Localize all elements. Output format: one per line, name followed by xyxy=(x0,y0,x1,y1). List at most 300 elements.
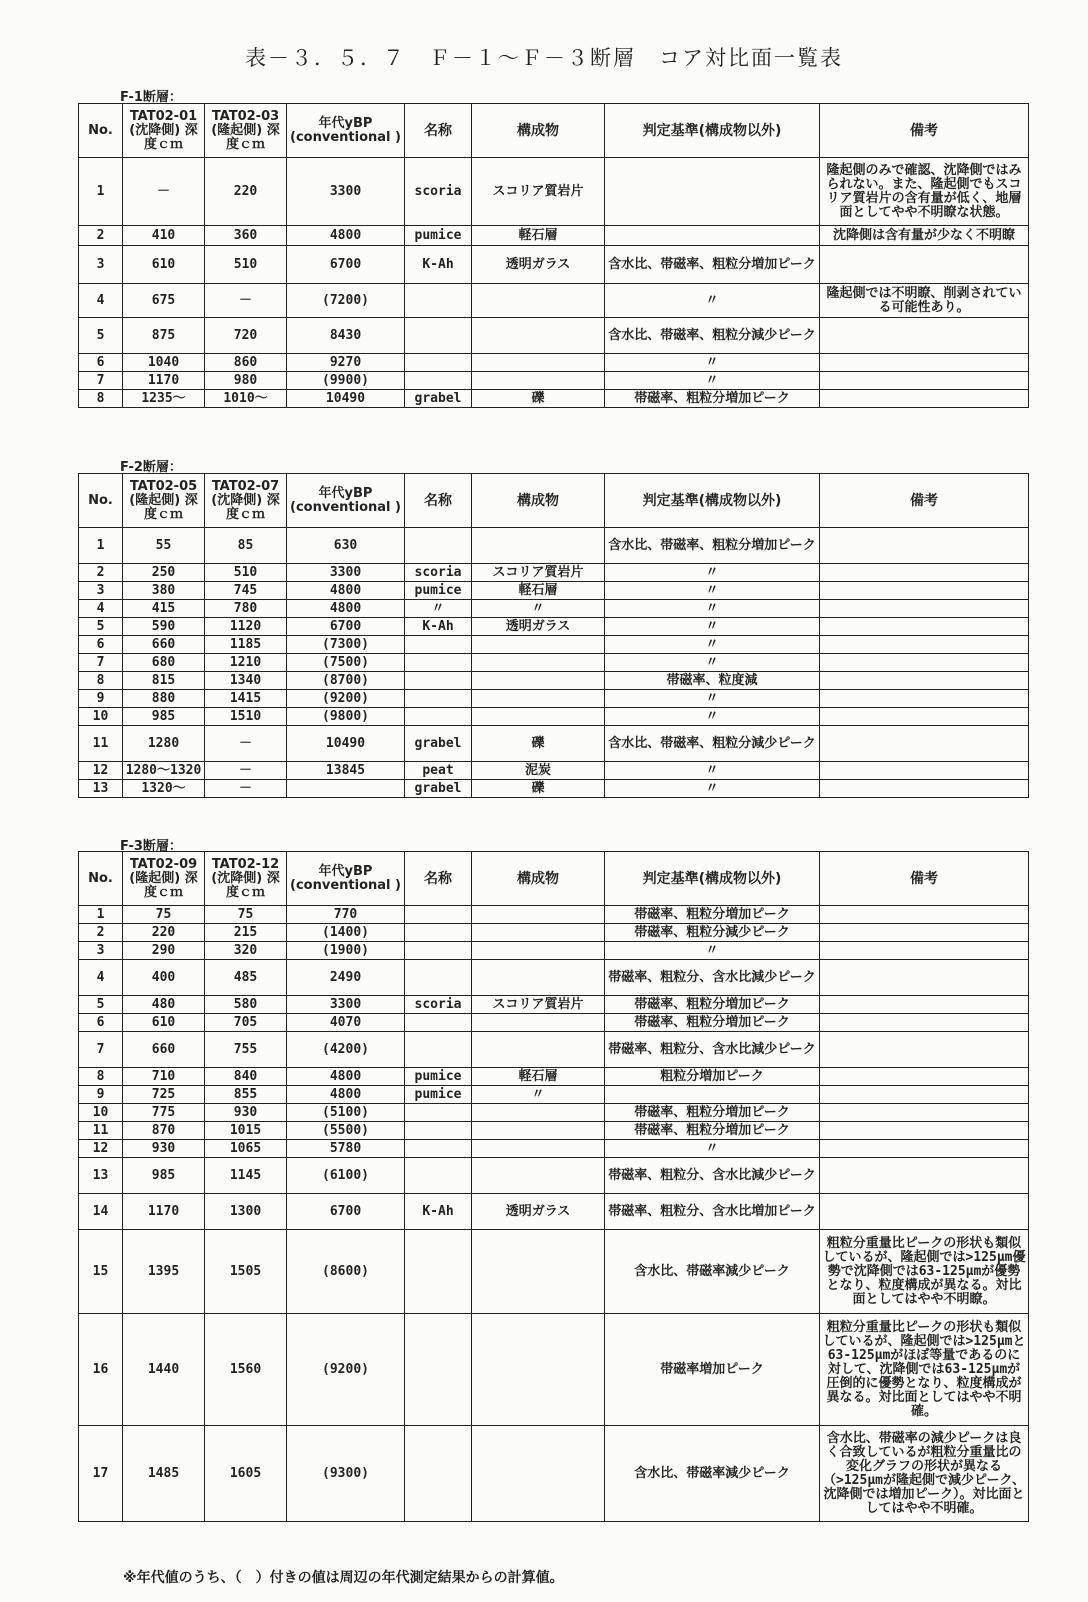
cell-no: 3 xyxy=(79,582,123,600)
cell-depth-b: 930 xyxy=(205,1104,287,1122)
cell-criteria: 〃 xyxy=(605,690,820,708)
table-row xyxy=(79,226,1029,246)
cell-age: 9270 xyxy=(287,354,405,372)
cell-constituent xyxy=(472,372,605,390)
cell-age xyxy=(287,780,405,798)
cell-age: 3300 xyxy=(287,996,405,1014)
cell-depth-b: 580 xyxy=(205,996,287,1014)
cell-no: 10 xyxy=(79,1104,123,1122)
cell-name xyxy=(405,372,472,390)
cell-constituent xyxy=(472,1140,605,1158)
cell-criteria: 〃 xyxy=(605,780,820,798)
cell-constituent: 軽石層 xyxy=(472,226,605,246)
header-depth-a: TAT02-05 (隆起側) 深度ｃｍ xyxy=(123,474,205,528)
cell-criteria xyxy=(605,1086,820,1104)
cell-no: 7 xyxy=(79,654,123,672)
cell-name xyxy=(405,528,472,564)
cell-remarks xyxy=(820,672,1029,690)
cell-depth-b: 1185 xyxy=(205,636,287,654)
cell-no: 2 xyxy=(79,924,123,942)
cell-criteria: 帯磁率、粗粒分増加ピーク xyxy=(605,390,820,408)
cell-depth-a: 1485 xyxy=(123,1426,205,1522)
header-name: 名称 xyxy=(405,474,472,528)
cell-criteria: 帯磁率、粗粒分増加ピーク xyxy=(605,1122,820,1140)
cell-depth-b: － xyxy=(205,726,287,762)
header-criteria: 判定基準(構成物以外) xyxy=(605,104,820,158)
cell-criteria: 〃 xyxy=(605,654,820,672)
table-row xyxy=(79,158,1029,226)
table-row xyxy=(79,924,1029,942)
cell-depth-a: 815 xyxy=(123,672,205,690)
cell-depth-a: 875 xyxy=(123,318,205,354)
cell-age: 8430 xyxy=(287,318,405,354)
cell-no: 4 xyxy=(79,284,123,318)
cell-depth-a: 1170 xyxy=(123,372,205,390)
cell-remarks xyxy=(820,906,1029,924)
cell-name: scoria xyxy=(405,996,472,1014)
cell-criteria: 帯磁率、粗粒分、含水比増加ピーク xyxy=(605,1194,820,1230)
cell-depth-a: 75 xyxy=(123,906,205,924)
cell-age: (6100) xyxy=(287,1158,405,1194)
cell-depth-a: 400 xyxy=(123,960,205,996)
cell-criteria: 含水比、帯磁率減少ピーク xyxy=(605,1230,820,1314)
cell-depth-a: 590 xyxy=(123,618,205,636)
cell-no: 1 xyxy=(79,158,123,226)
cell-depth-b: 1145 xyxy=(205,1158,287,1194)
cell-constituent xyxy=(472,1158,605,1194)
cell-criteria: 〃 xyxy=(605,636,820,654)
table-header-row xyxy=(79,474,1029,528)
cell-no: 1 xyxy=(79,906,123,924)
table-row xyxy=(79,318,1029,354)
header-name: 名称 xyxy=(405,104,472,158)
cell-depth-a: 220 xyxy=(123,924,205,942)
cell-constituent xyxy=(472,528,605,564)
cell-name xyxy=(405,1104,472,1122)
cell-depth-b: 720 xyxy=(205,318,287,354)
table-row xyxy=(79,284,1029,318)
cell-age: 4070 xyxy=(287,1014,405,1032)
cell-constituent xyxy=(472,690,605,708)
cell-depth-a: 55 xyxy=(123,528,205,564)
cell-remarks xyxy=(820,1086,1029,1104)
cell-constituent xyxy=(472,906,605,924)
cell-no: 17 xyxy=(79,1426,123,1522)
cell-name xyxy=(405,924,472,942)
table-row xyxy=(79,636,1029,654)
cell-depth-b: 1300 xyxy=(205,1194,287,1230)
cell-remarks xyxy=(820,654,1029,672)
cell-no: 6 xyxy=(79,636,123,654)
cell-criteria: 含水比、帯磁率、粗粒分増加ピーク xyxy=(605,246,820,284)
table-row xyxy=(79,1426,1029,1522)
cell-depth-a: 290 xyxy=(123,942,205,960)
cell-age: 6700 xyxy=(287,246,405,284)
table-row xyxy=(79,780,1029,798)
cell-remarks xyxy=(820,942,1029,960)
header-age: 年代yBP (conventional ) xyxy=(287,474,405,528)
cell-remarks xyxy=(820,780,1029,798)
header-depth-b: TAT02-07 (沈降側) 深度ｃｍ xyxy=(205,474,287,528)
cell-name xyxy=(405,672,472,690)
cell-name xyxy=(405,1230,472,1314)
cell-no: 15 xyxy=(79,1230,123,1314)
cell-remarks xyxy=(820,960,1029,996)
cell-no: 5 xyxy=(79,996,123,1014)
cell-constituent: スコリア質岩片 xyxy=(472,158,605,226)
cell-depth-b: 485 xyxy=(205,960,287,996)
header-age: 年代yBP (conventional ) xyxy=(287,852,405,906)
cell-depth-b: 860 xyxy=(205,354,287,372)
header-remarks: 備考 xyxy=(820,104,1029,158)
cell-depth-a: 1395 xyxy=(123,1230,205,1314)
cell-depth-b: 510 xyxy=(205,246,287,284)
cell-age: 3300 xyxy=(287,158,405,226)
cell-no: 3 xyxy=(79,246,123,284)
cell-constituent: 軽石層 xyxy=(472,1068,605,1086)
cell-criteria: 含水比、帯磁率、粗粒分減少ピーク xyxy=(605,726,820,762)
cell-constituent xyxy=(472,636,605,654)
cell-constituent xyxy=(472,1104,605,1122)
cell-remarks xyxy=(820,762,1029,780)
cell-remarks xyxy=(820,390,1029,408)
table-row xyxy=(79,618,1029,636)
cell-name: grabel xyxy=(405,390,472,408)
cell-no: 13 xyxy=(79,780,123,798)
cell-constituent: 泥炭 xyxy=(472,762,605,780)
cell-age: (5100) xyxy=(287,1104,405,1122)
cell-age: 4800 xyxy=(287,600,405,618)
cell-name: K-Ah xyxy=(405,246,472,284)
cell-remarks: 隆起側のみで確認、沈降側ではみられない。また、隆起側でもスコリア質岩片の含有量が低く、地層面としてやや不明瞭な状態。 xyxy=(820,158,1029,226)
table-row xyxy=(79,654,1029,672)
cell-name: scoria xyxy=(405,158,472,226)
cell-depth-a: 610 xyxy=(123,246,205,284)
cell-name xyxy=(405,318,472,354)
cell-name xyxy=(405,1314,472,1426)
cell-remarks xyxy=(820,1194,1029,1230)
cell-constituent xyxy=(472,960,605,996)
cell-no: 6 xyxy=(79,354,123,372)
cell-no: 1 xyxy=(79,528,123,564)
cell-depth-a: 610 xyxy=(123,1014,205,1032)
cell-remarks: 隆起側では不明瞭、削剥されている可能性あり。 xyxy=(820,284,1029,318)
cell-remarks xyxy=(820,1068,1029,1086)
header-age: 年代yBP (conventional ) xyxy=(287,104,405,158)
cell-name xyxy=(405,690,472,708)
cell-age: 4800 xyxy=(287,1068,405,1086)
header-no: No. xyxy=(79,474,123,528)
cell-constituent: スコリア質岩片 xyxy=(472,996,605,1014)
cell-remarks xyxy=(820,354,1029,372)
cell-depth-a: 1235～ xyxy=(123,390,205,408)
cell-remarks xyxy=(820,318,1029,354)
cell-criteria: 〃 xyxy=(605,354,820,372)
table-row xyxy=(79,942,1029,960)
cell-age: 10490 xyxy=(287,390,405,408)
cell-criteria: 含水比、帯磁率減少ピーク xyxy=(605,1426,820,1522)
cell-depth-a: 1440 xyxy=(123,1314,205,1426)
cell-age: (7500) xyxy=(287,654,405,672)
cell-depth-b: － xyxy=(205,284,287,318)
cell-depth-b: － xyxy=(205,780,287,798)
cell-age: (7300) xyxy=(287,636,405,654)
cell-name xyxy=(405,1158,472,1194)
cell-age: (1900) xyxy=(287,942,405,960)
cell-name xyxy=(405,1140,472,1158)
cell-criteria: 〃 xyxy=(605,284,820,318)
cell-depth-b: 1510 xyxy=(205,708,287,726)
cell-depth-a: 1280 xyxy=(123,726,205,762)
cell-depth-b: 510 xyxy=(205,564,287,582)
header-name: 名称 xyxy=(405,852,472,906)
cell-name: grabel xyxy=(405,726,472,762)
cell-no: 4 xyxy=(79,600,123,618)
cell-remarks xyxy=(820,528,1029,564)
cell-depth-b: 1340 xyxy=(205,672,287,690)
cell-remarks: 粗粒分重量比ピークの形状も類似しているが、隆起側では>125μm優勢で沈降側では63-125μmが優勢となり、粒度構成が異なる。対比面としてはやや不明瞭。 xyxy=(820,1230,1029,1314)
cell-name xyxy=(405,906,472,924)
table-header-row xyxy=(79,104,1029,158)
cell-name: pumice xyxy=(405,226,472,246)
cell-age: (1400) xyxy=(287,924,405,942)
cell-constituent xyxy=(472,354,605,372)
header-depth-b: TAT02-12 (沈降側) 深度ｃｍ xyxy=(205,852,287,906)
cell-criteria: 粗粒分増加ピーク xyxy=(605,1068,820,1086)
cell-name xyxy=(405,654,472,672)
cell-depth-a: 480 xyxy=(123,996,205,1014)
cell-age: 4800 xyxy=(287,226,405,246)
cell-depth-b: 1415 xyxy=(205,690,287,708)
cell-age: 4800 xyxy=(287,1086,405,1104)
cell-depth-a: 880 xyxy=(123,690,205,708)
table-row xyxy=(79,1104,1029,1122)
cell-depth-a: 775 xyxy=(123,1104,205,1122)
cell-depth-a: 930 xyxy=(123,1140,205,1158)
cell-no: 7 xyxy=(79,1032,123,1068)
cell-depth-a: 985 xyxy=(123,1158,205,1194)
cell-age: (8600) xyxy=(287,1230,405,1314)
cell-age: 6700 xyxy=(287,618,405,636)
cell-criteria: 〃 xyxy=(605,564,820,582)
cell-criteria: 帯磁率、粒度減 xyxy=(605,672,820,690)
cell-criteria: 帯磁率、粗粒分減少ピーク xyxy=(605,924,820,942)
cell-age: (9900) xyxy=(287,372,405,390)
table-row xyxy=(79,528,1029,564)
cell-constituent: 〃 xyxy=(472,600,605,618)
table-row xyxy=(79,726,1029,762)
cell-remarks xyxy=(820,1140,1029,1158)
cell-criteria xyxy=(605,158,820,226)
cell-depth-b: 980 xyxy=(205,372,287,390)
cell-no: 11 xyxy=(79,726,123,762)
cell-constituent: 透明ガラス xyxy=(472,1194,605,1230)
cell-criteria: 〃 xyxy=(605,708,820,726)
cell-constituent xyxy=(472,924,605,942)
cell-name xyxy=(405,1426,472,1522)
cell-constituent xyxy=(472,654,605,672)
cell-name: K-Ah xyxy=(405,618,472,636)
cell-remarks xyxy=(820,708,1029,726)
cell-criteria: 〃 xyxy=(605,618,820,636)
cell-depth-b: 220 xyxy=(205,158,287,226)
cell-criteria: 含水比、帯磁率、粗粒分減少ピーク xyxy=(605,318,820,354)
header-constituent: 構成物 xyxy=(472,474,605,528)
page-title: 表－３．５．７ Ｆ－１～Ｆ－３断層 コア対比面一覧表 xyxy=(245,46,843,70)
cell-constituent: 透明ガラス xyxy=(472,246,605,284)
cell-no: 14 xyxy=(79,1194,123,1230)
cell-no: 6 xyxy=(79,1014,123,1032)
cell-age: 13845 xyxy=(287,762,405,780)
cell-name: peat xyxy=(405,762,472,780)
cell-remarks xyxy=(820,690,1029,708)
table-row xyxy=(79,690,1029,708)
table-row xyxy=(79,582,1029,600)
cell-criteria: 帯磁率、粗粒分増加ピーク xyxy=(605,1104,820,1122)
cell-no: 16 xyxy=(79,1314,123,1426)
cell-criteria: 含水比、帯磁率、粗粒分増加ピーク xyxy=(605,528,820,564)
header-remarks: 備考 xyxy=(820,852,1029,906)
table-f1 xyxy=(78,103,1029,408)
cell-age: 5780 xyxy=(287,1140,405,1158)
cell-remarks: 含水比、帯磁率の減少ピークは良く合致しているが粗粒分重量比の変化グラフの形状が異なる（>125μmが隆起側で減少ピーク、沈降側では増加ピーク）。対比面としてはやや不明確。 xyxy=(820,1426,1029,1522)
cell-depth-b: 780 xyxy=(205,600,287,618)
cell-depth-b: 1015 xyxy=(205,1122,287,1140)
cell-criteria xyxy=(605,226,820,246)
table-row xyxy=(79,960,1029,996)
cell-remarks xyxy=(820,582,1029,600)
cell-age: (8700) xyxy=(287,672,405,690)
cell-depth-a: 660 xyxy=(123,1032,205,1068)
cell-constituent: スコリア質岩片 xyxy=(472,564,605,582)
cell-depth-b: 1505 xyxy=(205,1230,287,1314)
cell-remarks xyxy=(820,1158,1029,1194)
cell-name xyxy=(405,636,472,654)
cell-depth-b: 215 xyxy=(205,924,287,942)
cell-name xyxy=(405,284,472,318)
cell-depth-a: 710 xyxy=(123,1068,205,1086)
cell-name: grabel xyxy=(405,780,472,798)
cell-constituent xyxy=(472,1426,605,1522)
cell-criteria: 帯磁率、粗粒分、含水比減少ピーク xyxy=(605,960,820,996)
cell-constituent xyxy=(472,942,605,960)
cell-name xyxy=(405,354,472,372)
table-label-f2: F-2断層： xyxy=(120,460,182,475)
cell-name xyxy=(405,960,472,996)
cell-no: 10 xyxy=(79,708,123,726)
cell-criteria: 〃 xyxy=(605,1140,820,1158)
table-header-row xyxy=(79,852,1029,906)
cell-constituent xyxy=(472,1230,605,1314)
cell-remarks xyxy=(820,618,1029,636)
cell-age: (9300) xyxy=(287,1426,405,1522)
cell-criteria: 帯磁率、粗粒分増加ピーク xyxy=(605,996,820,1014)
cell-constituent: 礫 xyxy=(472,726,605,762)
cell-no: 2 xyxy=(79,226,123,246)
cell-remarks xyxy=(820,726,1029,762)
table-row xyxy=(79,564,1029,582)
cell-constituent xyxy=(472,1032,605,1068)
cell-depth-a: 870 xyxy=(123,1122,205,1140)
cell-depth-a: 415 xyxy=(123,600,205,618)
cell-depth-a: 410 xyxy=(123,226,205,246)
cell-constituent: 軽石層 xyxy=(472,582,605,600)
cell-constituent xyxy=(472,708,605,726)
cell-no: 9 xyxy=(79,1086,123,1104)
table-row xyxy=(79,1158,1029,1194)
cell-remarks: 粗粒分重量比ピークの形状も類似しているが、隆起側では>125μmと63-125μmがほぼ等量であるのに対して、沈降側では63-125μmが圧倒的に優勢となり、粒度構成が異なる。対比面としてはやや不明確。 xyxy=(820,1314,1029,1426)
cell-depth-b: 840 xyxy=(205,1068,287,1086)
table-label-f3: F-3断層： xyxy=(120,839,182,854)
cell-age: 6700 xyxy=(287,1194,405,1230)
cell-depth-b: 705 xyxy=(205,1014,287,1032)
cell-remarks xyxy=(820,372,1029,390)
table-f2 xyxy=(78,473,1029,798)
cell-no: 5 xyxy=(79,318,123,354)
cell-criteria: 帯磁率、粗粒分、含水比減少ピーク xyxy=(605,1032,820,1068)
table-row xyxy=(79,906,1029,924)
cell-depth-a: 1040 xyxy=(123,354,205,372)
cell-age: (5500) xyxy=(287,1122,405,1140)
cell-no: 4 xyxy=(79,960,123,996)
cell-remarks: 沈降側は含有量が少なく不明瞭 xyxy=(820,226,1029,246)
table-row xyxy=(79,1086,1029,1104)
header-no: No. xyxy=(79,104,123,158)
cell-criteria: 〃 xyxy=(605,582,820,600)
cell-depth-b: 1560 xyxy=(205,1314,287,1426)
cell-remarks xyxy=(820,246,1029,284)
cell-no: 12 xyxy=(79,762,123,780)
cell-depth-a: 985 xyxy=(123,708,205,726)
cell-depth-a: 250 xyxy=(123,564,205,582)
cell-depth-b: 85 xyxy=(205,528,287,564)
cell-name: pumice xyxy=(405,1068,472,1086)
cell-criteria: 〃 xyxy=(605,942,820,960)
cell-age: (9800) xyxy=(287,708,405,726)
cell-depth-b: 1010～ xyxy=(205,390,287,408)
cell-age: 770 xyxy=(287,906,405,924)
cell-depth-a: 380 xyxy=(123,582,205,600)
cell-constituent xyxy=(472,284,605,318)
cell-depth-a: 660 xyxy=(123,636,205,654)
cell-remarks xyxy=(820,636,1029,654)
cell-constituent xyxy=(472,1122,605,1140)
cell-age: 630 xyxy=(287,528,405,564)
table-row xyxy=(79,372,1029,390)
cell-depth-a: 675 xyxy=(123,284,205,318)
header-no: No. xyxy=(79,852,123,906)
cell-age: 10490 xyxy=(287,726,405,762)
table-row xyxy=(79,1122,1029,1140)
cell-name: pumice xyxy=(405,1086,472,1104)
cell-name xyxy=(405,1032,472,1068)
table-row xyxy=(79,1194,1029,1230)
cell-constituent xyxy=(472,1314,605,1426)
header-constituent: 構成物 xyxy=(472,852,605,906)
cell-constituent: 〃 xyxy=(472,1086,605,1104)
cell-depth-b: 1605 xyxy=(205,1426,287,1522)
cell-name xyxy=(405,1122,472,1140)
cell-depth-b: 855 xyxy=(205,1086,287,1104)
cell-name: pumice xyxy=(405,582,472,600)
header-depth-b: TAT02-03 (隆起側) 深度ｃｍ xyxy=(205,104,287,158)
cell-no: 3 xyxy=(79,942,123,960)
cell-age: (7200) xyxy=(287,284,405,318)
cell-no: 5 xyxy=(79,618,123,636)
cell-age: (9200) xyxy=(287,690,405,708)
cell-criteria: 帯磁率、粗粒分増加ピーク xyxy=(605,906,820,924)
cell-depth-b: 1065 xyxy=(205,1140,287,1158)
